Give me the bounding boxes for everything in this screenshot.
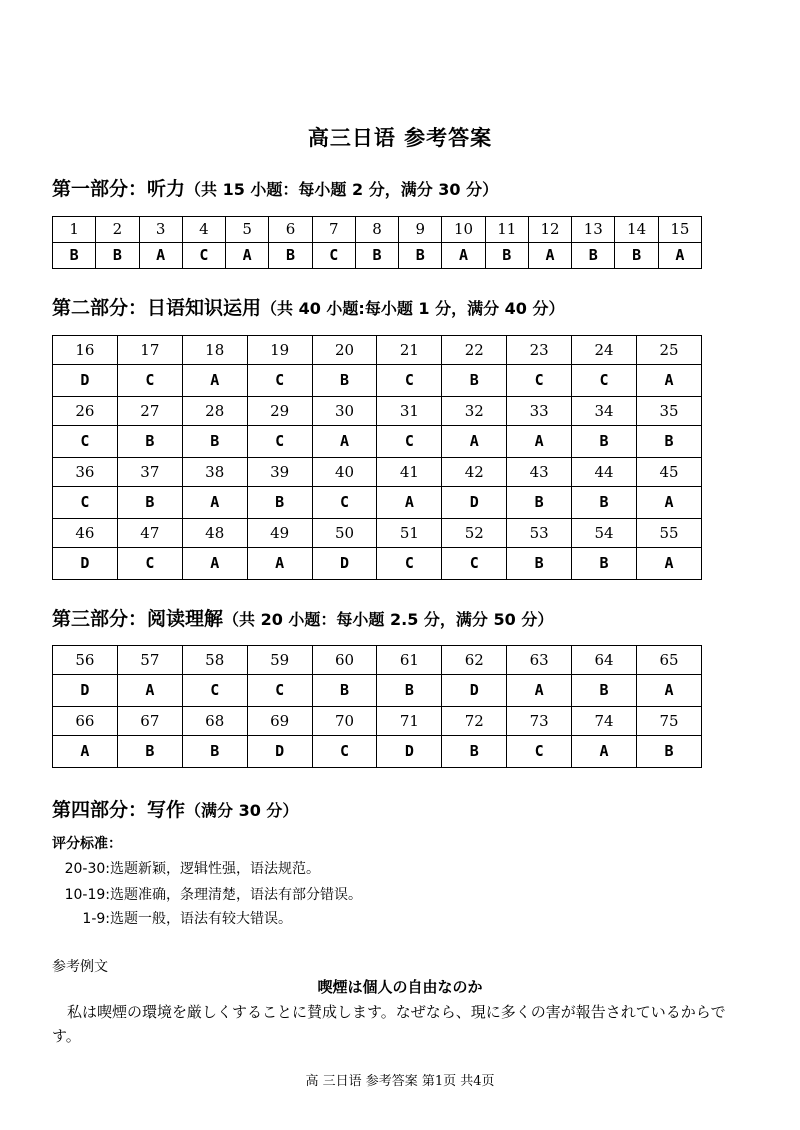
answer-cell: A (507, 426, 572, 458)
answer-cell: D (442, 487, 507, 519)
answer-cell: B (117, 426, 182, 458)
answer-cell: B (485, 243, 528, 269)
answer-cell: B (53, 243, 96, 269)
answer-cell: A (442, 426, 507, 458)
answer-cell: A (637, 365, 702, 397)
answer-cell: B (269, 243, 312, 269)
answer-cell: C (572, 365, 637, 397)
question-number-cell: 42 (442, 458, 507, 487)
question-number-cell: 71 (377, 707, 442, 736)
question-number-cell: 40 (312, 458, 377, 487)
answer-cell: A (139, 243, 182, 269)
question-number-cell: 31 (377, 397, 442, 426)
answer-cell: C (182, 675, 247, 707)
question-number-cell: 58 (182, 646, 247, 675)
answer-cell: C (312, 736, 377, 768)
question-number-cell: 54 (572, 519, 637, 548)
question-number-cell: 18 (182, 336, 247, 365)
question-number-cell: 52 (442, 519, 507, 548)
part4-note: （满分 30 分） (185, 801, 299, 820)
question-number-cell: 2 (96, 217, 139, 243)
answer-cell: C (312, 243, 355, 269)
answer-cell: C (507, 736, 572, 768)
question-number-cell: 33 (507, 397, 572, 426)
question-number-cell: 39 (247, 458, 312, 487)
criteria-range: 20-30: (64, 861, 110, 877)
answer-cell: B (442, 736, 507, 768)
answer-cell: D (442, 675, 507, 707)
criteria-item (52, 858, 320, 878)
question-number-cell: 75 (637, 707, 702, 736)
part1-heading: 第一部分：听力 (52, 178, 186, 200)
question-number-cell: 49 (247, 519, 312, 548)
answer-cell: A (377, 487, 442, 519)
part1-answer-table (52, 216, 702, 269)
question-number-row (53, 217, 702, 243)
answer-cell: B (96, 243, 139, 269)
answer-cell: D (247, 736, 312, 768)
question-number-cell: 28 (182, 397, 247, 426)
question-number-cell: 67 (117, 707, 182, 736)
question-number-cell: 8 (355, 217, 398, 243)
answer-cell: A (507, 675, 572, 707)
question-number-row (53, 397, 702, 426)
question-number-cell: 32 (442, 397, 507, 426)
criteria-text: 选题准确，条理清楚，语法有部分错误。 (110, 887, 362, 903)
criteria-item (52, 908, 292, 928)
answer-cell: A (182, 487, 247, 519)
question-number-cell: 12 (528, 217, 571, 243)
answer-row (53, 548, 702, 580)
reference-label: 参考例文 (52, 959, 108, 975)
question-number-cell: 47 (117, 519, 182, 548)
answer-cell: B (507, 548, 572, 580)
part2-heading: 第二部分：日语知识运用 (52, 297, 262, 319)
answer-cell: B (637, 736, 702, 768)
criteria-text: 选题一般，语法有较大错误。 (110, 911, 292, 927)
part2-answer-table (52, 335, 702, 580)
answer-cell: B (572, 243, 615, 269)
answer-cell: B (117, 487, 182, 519)
answer-cell: C (182, 243, 225, 269)
question-number-cell: 25 (637, 336, 702, 365)
question-number-cell: 50 (312, 519, 377, 548)
question-number-cell: 24 (572, 336, 637, 365)
page-title: 高三日语 参考答案 (307, 126, 493, 150)
question-number-cell: 45 (637, 458, 702, 487)
part2-heading-line (52, 293, 565, 320)
answer-cell: C (312, 487, 377, 519)
question-number-cell: 6 (269, 217, 312, 243)
answer-cell: A (572, 736, 637, 768)
criteria-range: 1-9: (82, 911, 110, 927)
question-number-cell: 35 (637, 397, 702, 426)
question-number-cell: 36 (53, 458, 118, 487)
answer-cell: A (637, 487, 702, 519)
answer-row (53, 426, 702, 458)
part2-note: （共 40 小题:每小题 1 分，满分 40 分） (261, 299, 565, 318)
part3-answer-table (52, 645, 702, 768)
question-number-cell: 41 (377, 458, 442, 487)
essay-title: 喫煙は個人の自由なのか (317, 978, 483, 996)
question-number-cell: 27 (117, 397, 182, 426)
question-number-cell: 5 (226, 217, 269, 243)
question-number-cell: 70 (312, 707, 377, 736)
answer-cell: B (637, 426, 702, 458)
question-number-cell: 37 (117, 458, 182, 487)
question-number-cell: 56 (53, 646, 118, 675)
answer-cell: D (53, 548, 118, 580)
question-number-cell: 22 (442, 336, 507, 365)
part3-heading: 第三部分：阅读理解 (52, 608, 224, 630)
answer-row (53, 243, 702, 269)
question-number-row (53, 707, 702, 736)
question-number-cell: 30 (312, 397, 377, 426)
answer-cell: A (226, 243, 269, 269)
answer-cell: B (572, 487, 637, 519)
question-number-cell: 9 (399, 217, 442, 243)
answer-cell: B (572, 548, 637, 580)
answer-cell: A (637, 548, 702, 580)
answer-cell: A (312, 426, 377, 458)
question-number-cell: 73 (507, 707, 572, 736)
question-number-cell: 63 (507, 646, 572, 675)
answer-cell: B (572, 675, 637, 707)
part4-heading: 第四部分：写作 (52, 799, 186, 821)
question-number-cell: 43 (507, 458, 572, 487)
answer-cell: C (377, 548, 442, 580)
question-number-cell: 66 (53, 707, 118, 736)
question-number-cell: 72 (442, 707, 507, 736)
answer-cell: B (572, 426, 637, 458)
criteria-range: 10-19: (64, 887, 110, 903)
answer-cell: C (247, 675, 312, 707)
question-number-cell: 38 (182, 458, 247, 487)
answer-cell: A (442, 243, 485, 269)
question-number-cell: 57 (117, 646, 182, 675)
question-number-cell: 21 (377, 336, 442, 365)
question-number-row (53, 458, 702, 487)
question-number-cell: 60 (312, 646, 377, 675)
answer-cell: C (117, 365, 182, 397)
answer-cell: A (528, 243, 571, 269)
essay-body: 私は喫煙の環境を厳しくすることに賛成します。なぜなら、現に多くの害が報告されているからです。 (52, 1003, 726, 1045)
question-number-cell: 10 (442, 217, 485, 243)
answer-cell: C (377, 426, 442, 458)
question-number-cell: 15 (658, 217, 701, 243)
part3-note: （共 20 小题：每小题 2.5 分，满分 50 分） (223, 610, 554, 629)
part3-heading-line (52, 604, 553, 631)
part4-heading-line (52, 795, 298, 822)
question-number-row (53, 336, 702, 365)
answer-cell: A (658, 243, 701, 269)
criteria-text: 选题新颖，逻辑性强，语法规范。 (110, 861, 320, 877)
answer-row (53, 487, 702, 519)
answer-cell: B (182, 736, 247, 768)
question-number-cell: 1 (53, 217, 96, 243)
question-number-cell: 62 (442, 646, 507, 675)
answer-cell: A (637, 675, 702, 707)
answer-cell: B (355, 243, 398, 269)
question-number-cell: 7 (312, 217, 355, 243)
question-number-cell: 51 (377, 519, 442, 548)
answer-cell: A (182, 365, 247, 397)
question-number-cell: 19 (247, 336, 312, 365)
question-number-cell: 3 (139, 217, 182, 243)
answer-cell: A (53, 736, 118, 768)
answer-cell: A (247, 548, 312, 580)
question-number-row (53, 646, 702, 675)
answer-cell: D (53, 675, 118, 707)
question-number-cell: 59 (247, 646, 312, 675)
question-number-cell: 13 (572, 217, 615, 243)
answer-cell: C (442, 548, 507, 580)
answer-row (53, 736, 702, 768)
question-number-cell: 68 (182, 707, 247, 736)
part1-heading-line (52, 174, 498, 201)
answer-cell: B (507, 487, 572, 519)
answer-cell: B (377, 675, 442, 707)
answer-row (53, 675, 702, 707)
question-number-cell: 4 (182, 217, 225, 243)
question-number-cell: 46 (53, 519, 118, 548)
question-number-cell: 11 (485, 217, 528, 243)
question-number-cell: 69 (247, 707, 312, 736)
question-number-cell: 14 (615, 217, 658, 243)
question-number-cell: 16 (53, 336, 118, 365)
answer-cell: A (182, 548, 247, 580)
answer-cell: B (399, 243, 442, 269)
answer-cell: B (182, 426, 247, 458)
question-number-cell: 55 (637, 519, 702, 548)
answer-cell: C (247, 426, 312, 458)
answer-cell: B (247, 487, 312, 519)
question-number-cell: 26 (53, 397, 118, 426)
answer-cell: C (377, 365, 442, 397)
answer-cell: D (53, 365, 118, 397)
answer-cell: B (312, 365, 377, 397)
question-number-cell: 20 (312, 336, 377, 365)
question-number-cell: 65 (637, 646, 702, 675)
answer-row (53, 365, 702, 397)
page-footer: 高 三日语 参考答案 第1页 共4页 (305, 1074, 495, 1089)
question-number-cell: 17 (117, 336, 182, 365)
question-number-cell: 29 (247, 397, 312, 426)
question-number-cell: 23 (507, 336, 572, 365)
answer-cell: D (312, 548, 377, 580)
answer-cell: C (53, 487, 118, 519)
answer-cell: D (377, 736, 442, 768)
answer-cell: C (247, 365, 312, 397)
question-number-cell: 44 (572, 458, 637, 487)
question-number-cell: 53 (507, 519, 572, 548)
question-number-cell: 34 (572, 397, 637, 426)
criteria-label: 评分标准： (52, 836, 122, 852)
question-number-cell: 61 (377, 646, 442, 675)
answer-cell: C (117, 548, 182, 580)
question-number-row (53, 519, 702, 548)
answer-cell: C (53, 426, 118, 458)
question-number-cell: 64 (572, 646, 637, 675)
answer-cell: A (117, 675, 182, 707)
answer-cell: C (507, 365, 572, 397)
answer-cell: B (615, 243, 658, 269)
part1-note: （共 15 小题：每小题 2 分，满分 30 分） (185, 180, 499, 199)
answer-cell: B (312, 675, 377, 707)
question-number-cell: 74 (572, 707, 637, 736)
answer-cell: B (442, 365, 507, 397)
question-number-cell: 48 (182, 519, 247, 548)
criteria-item (52, 884, 362, 904)
answer-cell: B (117, 736, 182, 768)
